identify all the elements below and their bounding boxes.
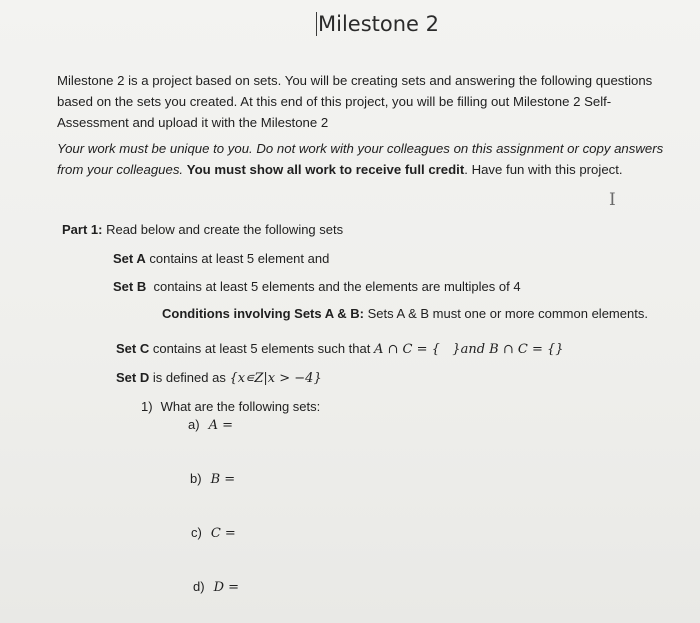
- set-d-text: is defined as: [149, 370, 230, 385]
- page-title: [316, 12, 439, 36]
- title-text: Milestone 2: [318, 12, 439, 36]
- intro-paragraph: Milestone 2 is a project based on sets. You will be creating sets and answering the following questions based on the sets you created. At this end of this project, you will be filling out Milestone 2 Self-Assessment and upload it with the Milestone 2: [57, 73, 653, 130]
- question-1c: [191, 525, 236, 541]
- question-1a-expr: A =: [208, 418, 233, 433]
- question-1-number: 1): [141, 399, 153, 414]
- set-c-math: A ∩ C = { }and B ∩ C = {}: [373, 342, 564, 357]
- set-b-text: contains at least 5 elements and the elements are multiples of 4: [146, 279, 521, 294]
- notice-italic: Your work must be unique to you. Do not work with your colleagues on this assignment or copy answers from your colleagues.: [57, 141, 664, 177]
- notice-paragraph: [57, 138, 687, 180]
- set-b-label: Set B: [113, 279, 147, 294]
- question-1b: [190, 471, 235, 487]
- part1-heading: [62, 222, 343, 237]
- set-d-label: Set D: [116, 370, 150, 385]
- set-a-text: contains at least 5 element and: [145, 251, 330, 266]
- conditions-line: [162, 306, 648, 321]
- set-c-label: Set C: [116, 341, 150, 356]
- set-a-description: [113, 251, 329, 266]
- text-cursor: [316, 12, 317, 36]
- question-1c-label: c): [191, 525, 202, 540]
- notice-tail: . Have fun with this project.: [464, 162, 623, 177]
- question-1-text: What are the following sets:: [160, 399, 321, 414]
- question-1a-label: a): [188, 417, 200, 432]
- notice-bold: You must show all work to receive full credit: [186, 162, 465, 177]
- set-d-description: [116, 370, 322, 386]
- set-a-label: Set A: [113, 251, 146, 266]
- question-1d: [193, 579, 239, 595]
- set-c-text: contains at least 5 elements such that: [149, 341, 374, 356]
- question-1c-expr: C =: [210, 526, 236, 541]
- part1-label: Part 1:: [62, 222, 103, 237]
- question-1a: [188, 417, 233, 433]
- question-1d-expr: D =: [213, 580, 240, 595]
- question-1b-label: b): [190, 471, 202, 486]
- question-1d-label: d): [193, 579, 205, 594]
- set-d-math: {x∊Z|x > −4}: [229, 371, 322, 386]
- question-1b-expr: B =: [210, 472, 236, 487]
- question-1: [141, 399, 320, 414]
- part1-text: Read below and create the following sets: [102, 222, 344, 237]
- ibeam-cursor-icon: I: [609, 190, 616, 210]
- conditions-text: Sets A & B must one or more common elements.: [363, 306, 648, 321]
- conditions-label: Conditions involving Sets A & B:: [162, 306, 364, 321]
- set-c-description: [116, 341, 564, 357]
- set-b-description: [113, 279, 521, 294]
